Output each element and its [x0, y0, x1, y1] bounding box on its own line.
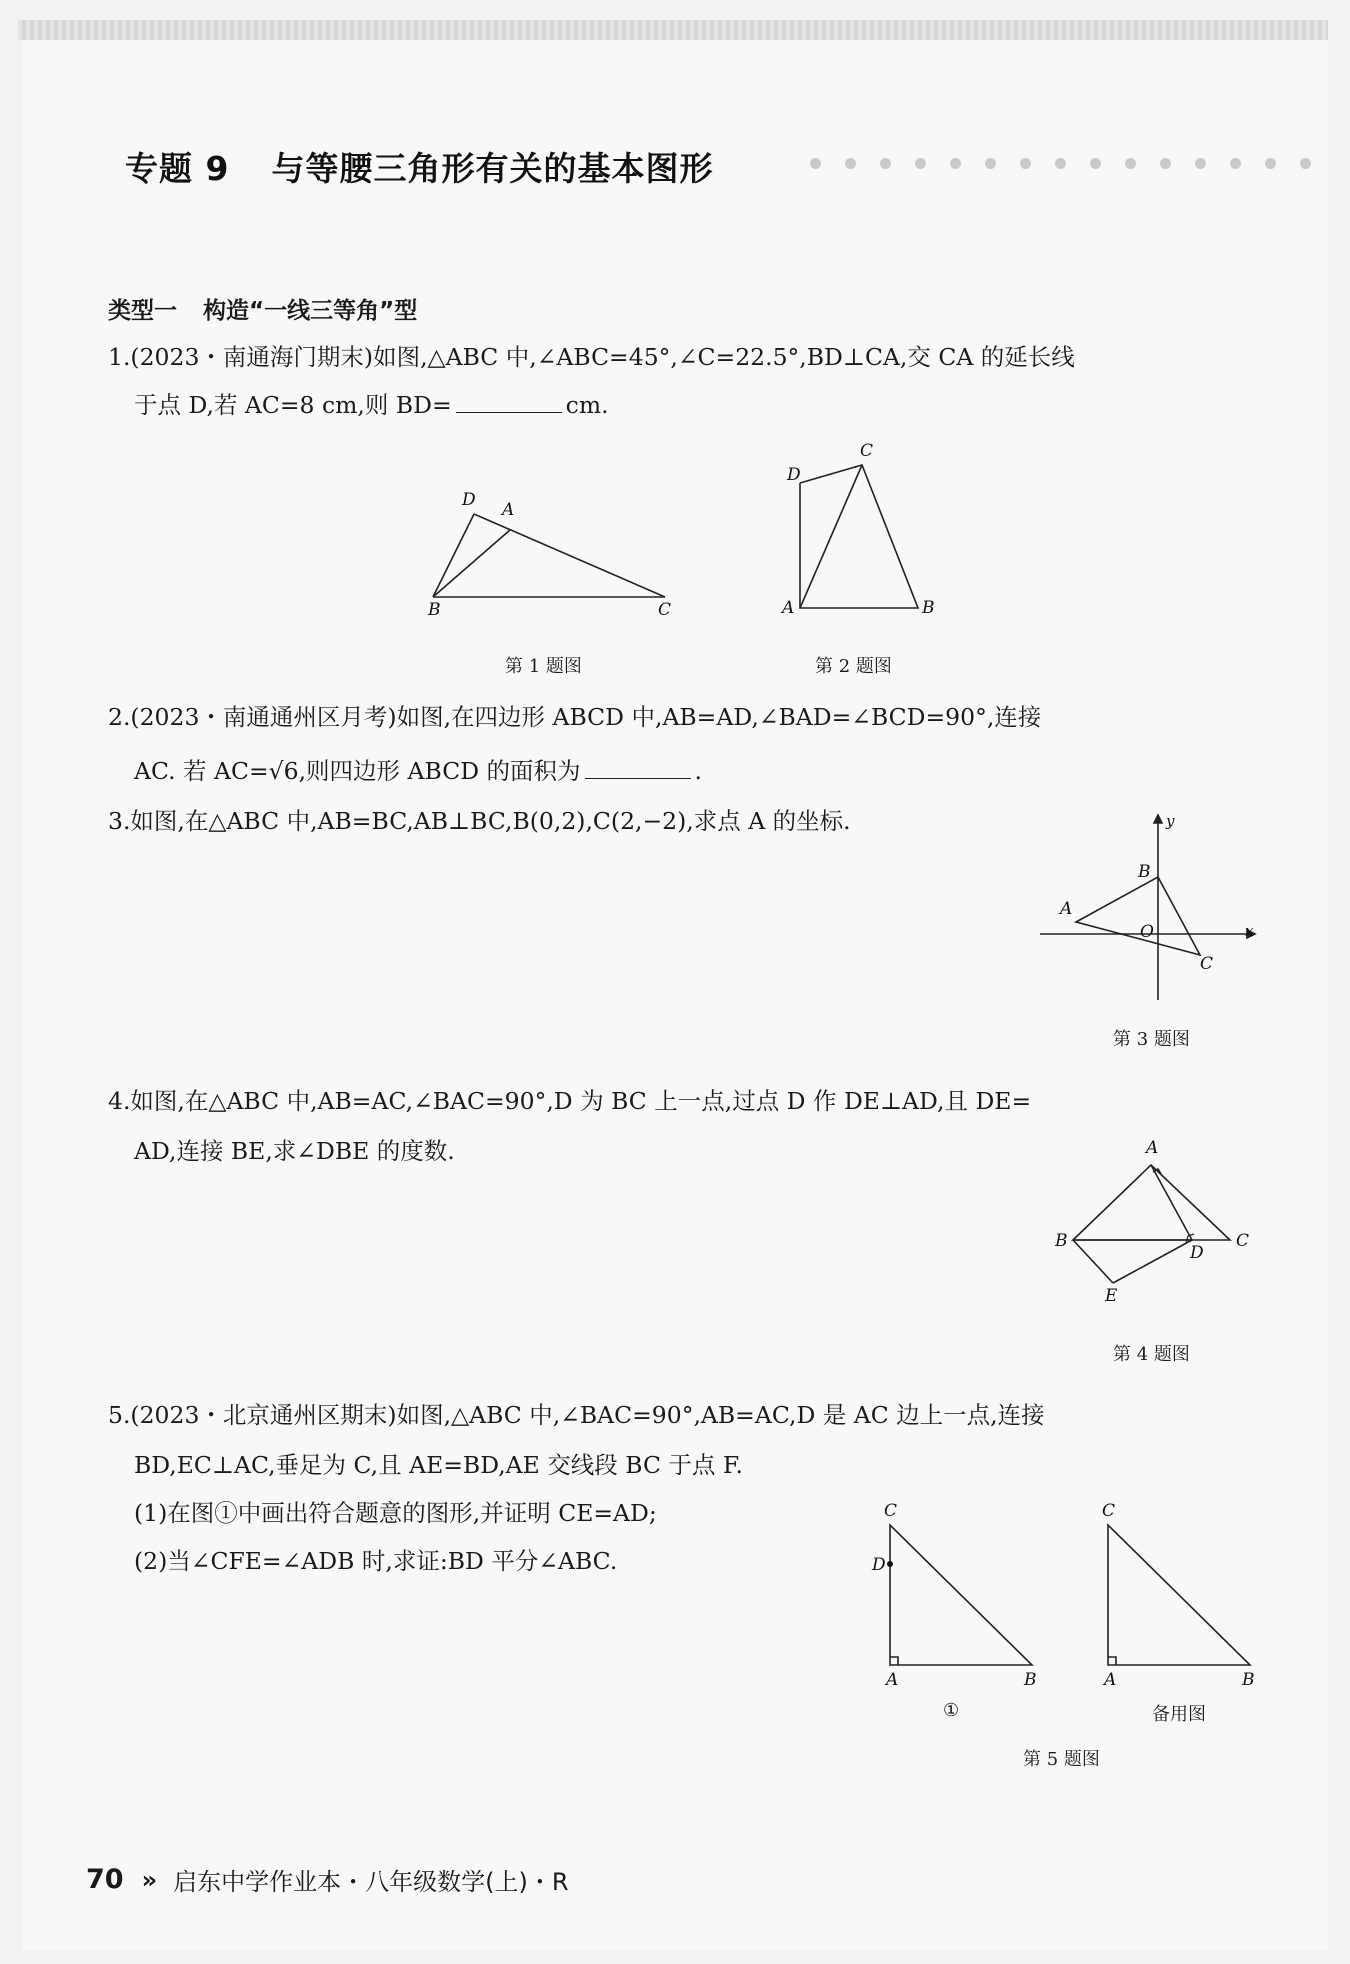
- figure-4-caption: 第 4 题图: [1113, 1344, 1190, 1365]
- fig5b-label-c: C: [1102, 1501, 1116, 1521]
- problem-1-text: 于点 D,若 AC=8 cm,则 BD=: [134, 391, 452, 419]
- page-title: [125, 143, 713, 190]
- figure-5-sub-caption-1: ①: [943, 1700, 960, 1721]
- problem-2-line-1: 2.(2023・南通通州区月考)如图,在四边形 ABCD 中,AB=AD,∠BAD=∠BCD=90°,连接: [108, 703, 1042, 731]
- figure-1: [420, 480, 680, 620]
- fig3-label-c: C: [1200, 954, 1214, 974]
- figure-5-sub-caption-2: 备用图: [1152, 1704, 1206, 1725]
- section-label: 类型一: [108, 298, 177, 324]
- figure-2-caption: 第 2 题图: [815, 656, 892, 677]
- fig3-label-x: x: [1245, 922, 1254, 940]
- footer-arrow-icon: »: [141, 1865, 158, 1894]
- figure-1-caption: 第 1 题图: [505, 656, 582, 677]
- page-number: 70: [86, 1864, 124, 1895]
- fig3-label-a: A: [1060, 899, 1073, 919]
- problem-4-line-2: AD,连接 BE,求∠DBE 的度数.: [134, 1137, 455, 1165]
- figure-2: [770, 440, 950, 620]
- figure-3: [1040, 810, 1270, 1010]
- fig5-label-b: B: [1024, 1670, 1037, 1690]
- book-title: 启东中学作业本・八年级数学(上)・R: [173, 1868, 569, 1896]
- topic-title: 与等腰三角形有关的基本图形: [271, 149, 714, 188]
- problem-2-line-2: [134, 757, 702, 785]
- problem-2-text: AC. 若 AC=√6,则四边形 ABCD 的面积为: [134, 757, 581, 785]
- fig3-label-y: y: [1166, 812, 1175, 830]
- figure-5-diagram-2: [1088, 1500, 1268, 1700]
- problem-5-line-1: 5.(2023・北京通州区期末)如图,△ABC 中,∠BAC=90°,AB=AC,D 是 AC 边上一点,连接: [108, 1401, 1045, 1429]
- scan-top-edge: [18, 20, 1328, 40]
- fig4-label-b: B: [1055, 1231, 1068, 1251]
- fig5b-label-b: B: [1242, 1670, 1255, 1690]
- fig5-label-c: C: [884, 1501, 898, 1521]
- problem-2-period: .: [694, 757, 702, 785]
- fig1-label-d: D: [462, 490, 476, 510]
- figure-5-diagram-1: [870, 1500, 1050, 1700]
- figure-3-caption: 第 3 题图: [1113, 1029, 1190, 1050]
- problem-5-part-2: (2)当∠CFE=∠ADB 时,求证:BD 平分∠ABC.: [134, 1547, 618, 1575]
- section-title: 构造“一线三等角”型: [203, 298, 418, 324]
- fig4-label-d: D: [1190, 1243, 1204, 1263]
- problem-1-line-1: 1.(2023・南通海门期末)如图,△ABC 中,∠ABC=45°,∠C=22.5°,BD⊥CA,交 CA 的延长线: [108, 343, 1075, 371]
- fig2-label-d: D: [787, 465, 801, 485]
- fig5-label-a: A: [886, 1670, 899, 1690]
- problem-1-line-2: [134, 391, 609, 419]
- fig2-label-a: A: [782, 598, 795, 618]
- figure-4: [1050, 1130, 1260, 1310]
- problem-5-part-1: (1)在图①中画出符合题意的图形,并证明 CE=AD;: [134, 1499, 657, 1527]
- fig3-label-o: O: [1140, 922, 1154, 942]
- figure-5-caption: 第 5 题图: [1023, 1749, 1100, 1770]
- fig1-label-a: A: [502, 500, 515, 520]
- fig1-label-b: B: [428, 600, 441, 620]
- fig2-label-b: B: [922, 598, 935, 618]
- problem-3-line-1: 3.如图,在△ABC 中,AB=BC,AB⊥BC,B(0,2),C(2,−2),求点 A 的坐标.: [108, 807, 851, 835]
- problem-4-line-1: 4.如图,在△ABC 中,AB=AC,∠BAC=90°,D 为 BC 上一点,过点 D 作 DE⊥AD,且 DE=: [108, 1087, 1032, 1115]
- fig1-label-c: C: [658, 600, 672, 620]
- page-footer: [86, 1862, 569, 1897]
- answer-blank-1[interactable]: [456, 411, 562, 413]
- fig5b-label-a: A: [1104, 1670, 1117, 1690]
- problem-1-unit: cm.: [565, 391, 609, 419]
- section-heading: [108, 292, 417, 325]
- fig4-label-e: E: [1105, 1286, 1118, 1306]
- fig4-label-c: C: [1236, 1231, 1250, 1251]
- fig5-label-d: D: [872, 1555, 886, 1575]
- fig4-label-a: A: [1146, 1138, 1159, 1158]
- fig3-label-b: B: [1138, 862, 1151, 882]
- topic-number: 专题 9: [125, 149, 230, 188]
- title-dot-decoration: [810, 158, 1335, 169]
- fig2-label-c: C: [860, 441, 874, 461]
- problem-5-line-2: BD,EC⊥AC,垂足为 C,且 AE=BD,AE 交线段 BC 于点 F.: [134, 1451, 743, 1479]
- answer-blank-2[interactable]: [585, 777, 691, 779]
